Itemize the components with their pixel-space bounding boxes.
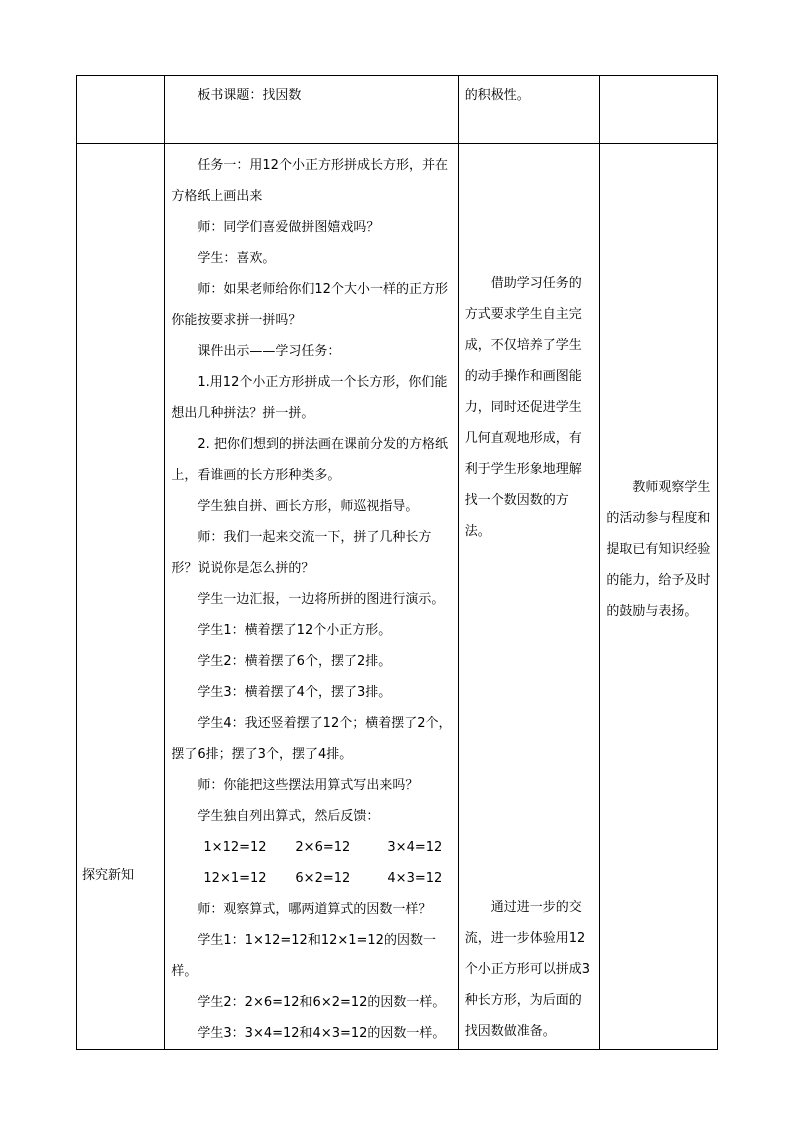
paragraph: 学生2：2×6=12和6×2=12的因数一样。 — [197, 995, 446, 1010]
paragraph: 学生：喜欢。 — [197, 251, 276, 266]
paragraph: 学生3：横着摆了4个，摆了3排。 — [197, 685, 392, 700]
process-cell — [165, 144, 458, 1050]
paragraph: 课件出示——学习任务： — [197, 344, 341, 359]
stage-label: 探究新知 — [82, 868, 135, 883]
paragraph: 学生一边汇报，一边将所拼的图进行演示。 — [197, 592, 445, 607]
evaluation-cell-empty — [600, 76, 718, 144]
table-row — [77, 76, 718, 144]
process-cell — [165, 76, 458, 144]
goal-tail: 的积极性。 — [464, 88, 530, 103]
formula: 1×12=12 — [203, 840, 267, 855]
process-text — [165, 144, 457, 1049]
intent-cell — [458, 76, 600, 144]
table-row — [77, 144, 718, 1050]
paragraph: 学生3：3×4=12和4×3=12的因数一样。 — [197, 1026, 446, 1041]
paragraph: 师：你能把这些摆法用算式写出来吗？ — [197, 778, 419, 793]
paragraph: 2. 把你们想到的拼法画在课前分发的方格纸上，看谁画的长方形种类多。 — [171, 437, 448, 483]
paragraph: 1.用12个小正方形拼成一个长方形，你们能想出几种拼法？拼一拼。 — [171, 375, 448, 421]
paragraph: 学生独自拼、画长方形，师巡视指导。 — [197, 499, 419, 514]
paragraph: 学生4：我还竖着摆了12个；横着摆了2个，摆了6排；摆了3个，摆了4排。 — [171, 716, 452, 762]
board-title: 板书课题：找因数 — [197, 88, 302, 103]
paragraph: 任务一：用12个小正方形拼成长方形，并在方格纸上画出来 — [171, 158, 448, 204]
stage-cell-empty — [77, 76, 165, 144]
paragraph: 师：我们一起来交流一下，拼了几种长方形？说说你是怎么拼的？ — [171, 530, 432, 576]
paragraph: 师：观察算式，哪两道算式的因数一样？ — [197, 902, 432, 917]
formula: 6×2=12 — [295, 871, 351, 886]
evaluation-cell — [600, 144, 718, 1050]
formula-row — [171, 863, 452, 894]
paragraph: 学生1：1×12=12和12×1=12的因数一样。 — [171, 933, 436, 979]
paragraph: 学生2：横着摆了6个，摆了2排。 — [197, 654, 392, 669]
formula: 4×3=12 — [387, 871, 443, 886]
paragraph: 学生独自列出算式，然后反馈： — [197, 809, 380, 824]
lesson-plan-table — [76, 75, 718, 1050]
stage-cell — [77, 144, 165, 1050]
design-intent-1: 借助学习任务的方式要求学生自主完成，不仅培养了学生的动手操作和画图能力，同时还促进学生几何直观地形成，有利于学生形象地理解找一个数因数的方法。 — [464, 276, 582, 539]
formula-row — [171, 832, 452, 863]
paragraph: 学生1：横着摆了12个小正方形。 — [197, 623, 392, 638]
design-intent-2: 通过进一步的交流，进一步体验用12个小正方形可以拼成3种长方形，为后面的找因数做准备。 — [464, 900, 591, 1039]
formula: 12×1=12 — [203, 871, 267, 886]
paragraph: 师：同学们喜爱做拼图嬉戏吗？ — [197, 220, 380, 235]
evaluation-text: 教师观察学生的活动参与程度和提取已有知识经验的能力，给予及时的鼓励与表扬。 — [606, 480, 711, 619]
intent-cell — [458, 144, 600, 1050]
paragraph: 师：如果老师给你们12个大小一样的正方形你能按要求拼一拼吗？ — [171, 282, 448, 328]
formula: 3×4=12 — [387, 840, 443, 855]
formula: 2×6=12 — [295, 840, 351, 855]
